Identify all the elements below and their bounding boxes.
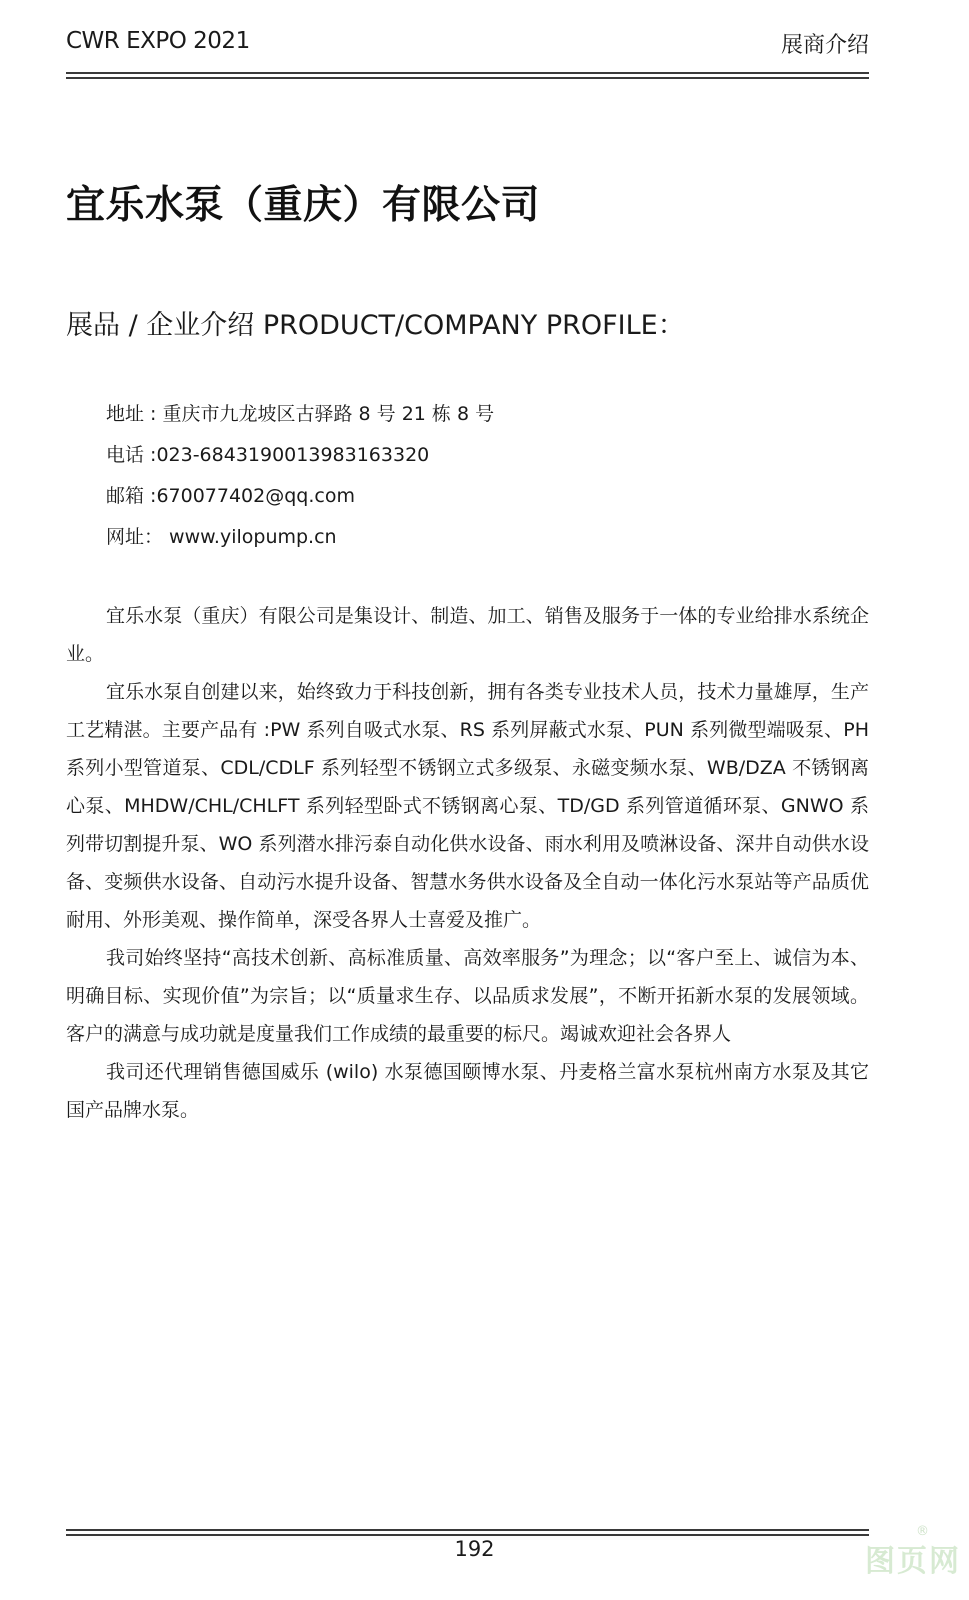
company-title: 宜乐水泵（重庆）有限公司	[66, 183, 541, 228]
footer-double-rule	[66, 1529, 869, 1536]
paragraph-intro: 宜乐水泵（重庆）有限公司是集设计、制造、加工、销售及服务于一体的专业给排水系统企业。	[66, 605, 869, 665]
contact-block	[106, 394, 866, 558]
paragraph-philosophy: 我司始终坚持“高技术创新、高标准质量、高效率服务”为理念；以“客户至上、诚信为本、明确目标、实现价值”为宗旨；以“质量求生存、以品质求发展”，不断开拓新水泵的发展领域。客户的满意与成功就是度量我们工作成绩的最重要的标尺。竭诚欢迎社会各界人	[66, 947, 869, 1045]
watermark-logo	[865, 1524, 961, 1580]
registered-mark: ®	[916, 1524, 931, 1539]
contact-phone: 电话 :023-6843190013983163320	[106, 444, 430, 466]
section-subtitle: 展品 / 企业介绍 PRODUCT/COMPANY PROFILE：	[66, 310, 685, 341]
header-double-rule	[66, 72, 869, 79]
watermark-text: 图页网	[865, 1544, 961, 1579]
paragraph-products: 宜乐水泵自创建以来，始终致力于科技创新，拥有各类专业技术人员，技术力量雄厚，生产工艺精湛。主要产品有 :PW 系列自吸式水泵、RS 系列屏蔽式水泵、PUN 系列微型端吸泵、PH 系列小型管道泵、CDL/CDLF 系列轻型不锈钢立式多级泵、永磁变频水泵、WB/DZA 不锈钢离心泵、MHDW/CHL/CHLFT 系列轻型卧式不锈钢离心泵、TD/GD 系列管道循环泵、GNWO 系列带切割提升泵、WO 系列潜水排污泰自动化供水设备、雨水利用及喷淋设备、深井自动供水设备、变频供水设备、自动污水提升设备、智慧水务供水设备及全自动一体化污水泵站等产品质优耐用、外形美观、操作简单，深受各界人士喜爱及推广。	[66, 681, 869, 931]
profile-body	[66, 597, 869, 1129]
header-section-label: 展商介绍	[780, 33, 869, 58]
contact-website: 网址： www.yilopump.cn	[106, 526, 337, 548]
page-number: 192	[454, 1537, 495, 1561]
paragraph-agency: 我司还代理销售德国威乐 (wilo) 水泵德国颐博水泵、丹麦格兰富水泵杭州南方水泵及其它国产品牌水泵。	[66, 1061, 869, 1121]
header-expo-title: CWR EXPO 2021	[66, 28, 250, 54]
contact-address: 地址 : 重庆市九龙坡区古驿路 8 号 21 栋 8 号	[106, 403, 495, 425]
contact-email: 邮箱 :670077402@qq.com	[106, 485, 355, 507]
